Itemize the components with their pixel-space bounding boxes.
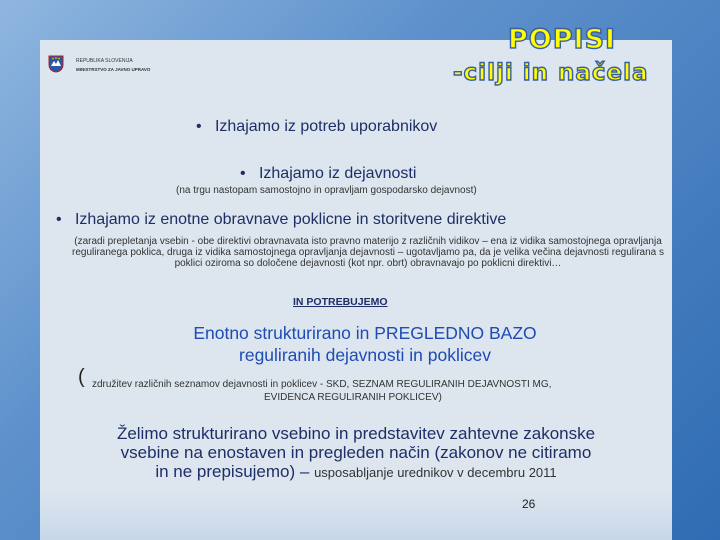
- page-number: 26: [522, 497, 536, 511]
- bullet-item: [240, 165, 416, 183]
- explanation-paragraph: (zaradi prepletanja vsebin - obe direktivi obravnavata isto pravno materijo z različnih vidikov – ena iz vidika samostojnega opravljanja reguliranega poklica, druga iz vidika samostojnega opravljanja dejavnosti – ugotavljamo pa, da je velika večina dejavnosti regulirana s poklici oziroma so določene dejavnosti (kot npr. obrt) obravnavajo po poklicni direktivi…: [71, 236, 665, 269]
- slide-subtitle: -cilji in načela: [453, 60, 649, 86]
- logo-ministry-text: MINISTRSTVO ZA JAVNO UPRAVO: [76, 67, 151, 72]
- goal-statement: [40, 424, 672, 482]
- bullet-text: Izhajamo iz enotne obravnave poklicne in storitvene direktive: [74, 211, 507, 228]
- detail-line2: EVIDENCA REGULIRANIH POKLICEV): [264, 392, 442, 403]
- bullet-icon: •: [196, 118, 202, 135]
- coat-of-arms-logo: [48, 55, 64, 73]
- logo-country-text: REPUBLIKA SLOVENIJA: [76, 58, 133, 64]
- detail-line1: združitev različnih seznamov dejavnosti in poklicev - SKD, SEZNAM REGULIRANIH DEJAVNOSTI MG,: [92, 379, 552, 390]
- bullet-icon: •: [56, 211, 62, 228]
- bullet-text: Izhajamo iz potreb uporabnikov: [214, 118, 438, 135]
- bullet-item: [56, 211, 506, 229]
- goal-line1: Želimo strukturirano vsebino in predstavitev zahtevne zakonske: [116, 424, 596, 443]
- slide-title: POPISI: [508, 24, 617, 55]
- need-label: IN POTREBUJEMO: [293, 296, 388, 308]
- main-statement: [100, 322, 630, 366]
- bullet-item: [196, 118, 437, 136]
- panel-footer: [40, 490, 672, 540]
- main-statement-line2: reguliranih dejavnosti in poklicev: [239, 345, 491, 365]
- training-note: usposabljanje urednikov v decembru 2011: [314, 465, 557, 480]
- bullet-icon: •: [240, 165, 246, 182]
- goal-line2: vsebine na enostaven in pregleden način (zakonov ne citiramo: [120, 443, 592, 462]
- detail-paren: (: [78, 366, 85, 388]
- bullet-text: Izhajamo iz dejavnosti: [258, 165, 417, 182]
- main-statement-line1: Enotno strukturirano in PREGLEDNO BAZO: [193, 323, 537, 343]
- goal-line3: in ne prepisujemo) –: [155, 462, 310, 481]
- bullet-subtext: (na trgu nastopam samostojno in opravljam gospodarsko dejavnost): [176, 185, 477, 196]
